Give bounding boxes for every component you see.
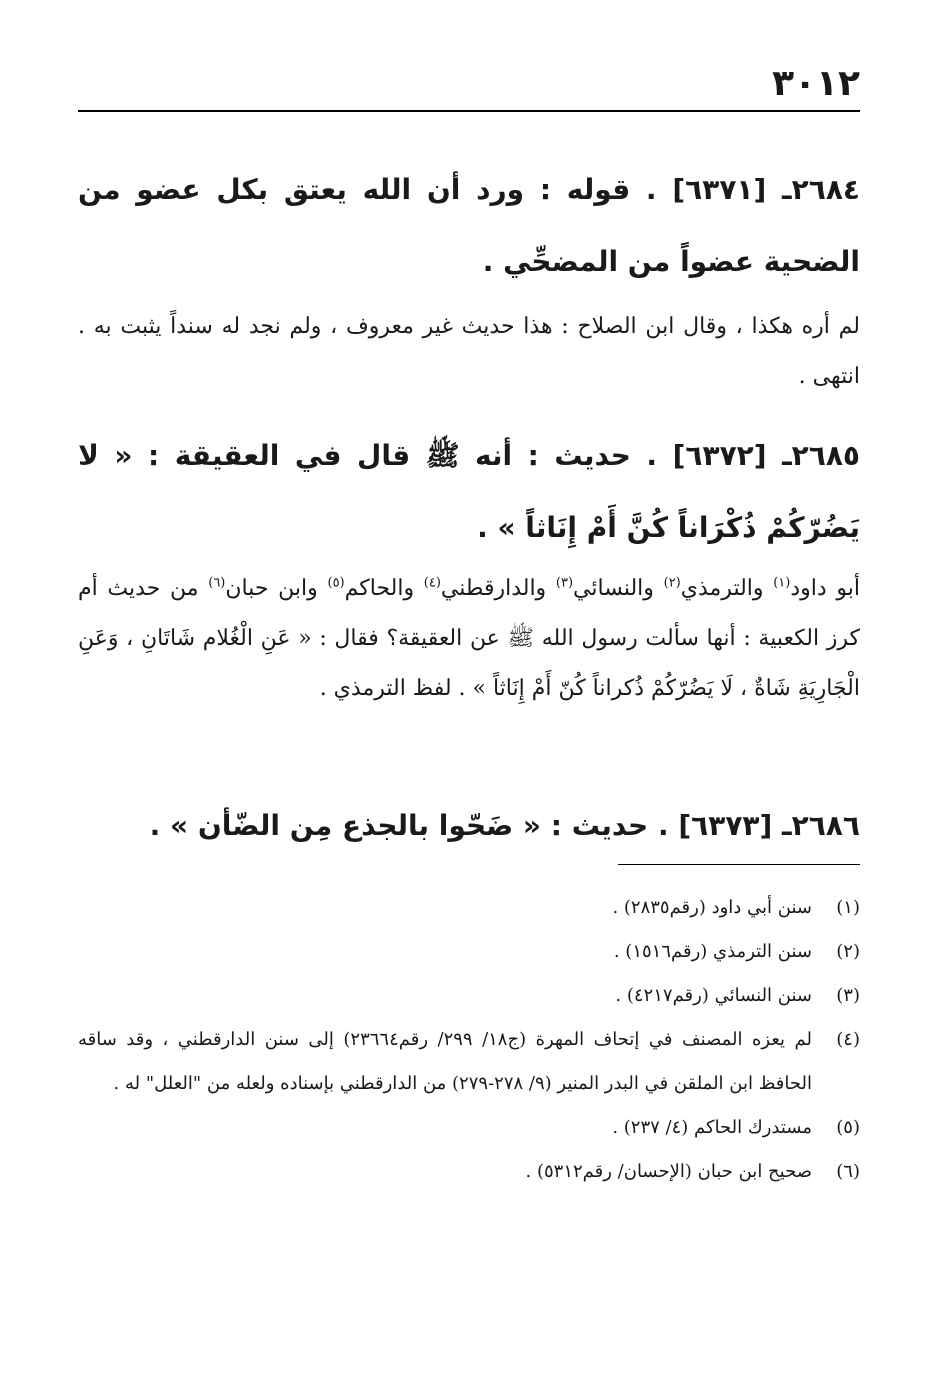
footnote-number: (٥) [836, 1117, 860, 1138]
body-text-segment: والنسائي [573, 576, 664, 601]
footnote-item [78, 1018, 860, 1106]
footnote-ref[interactable]: (٥) [327, 575, 345, 591]
body-text-segment: أبو داود [790, 576, 860, 601]
footnote-ref[interactable]: (٢) [663, 575, 681, 591]
footnote-ref[interactable]: (٤) [423, 575, 441, 591]
footnote-text: صحيح ابن حبان (الإحسان/ رقم٥٣١٢) . [525, 1161, 812, 1182]
entry-heading-2686 [78, 790, 860, 862]
footnote-text: مستدرك الحاكم (٤/ ٢٣٧) . [612, 1117, 812, 1138]
body-text-segment: وابن حبان [225, 576, 328, 601]
footnote-item [78, 1106, 860, 1150]
footnote-item [78, 930, 860, 974]
footnote-number: (٢) [836, 941, 860, 962]
body-text-segment: والدارقطني [440, 576, 556, 601]
body-text-segment: من حديث أم كرز الكعبية : أنها سألت رسول الله ﷺ عن العقيقة؟ فقال : « عَنِ الْغُلام شَاتَانِ ، وَعَنِ الْجَارِيَةِ شَاةٌ ، لَا يَضُرّكُمْ ذُكراناً كُنّ أَمْ إِنَاثاً » . لفظ الترمذي . [78, 576, 860, 701]
entry-body-2684: لم أره هكذا ، وقال ابن الصلاح : هذا حديث غير معروف ، ولم نجد له سنداً يثبت به . انتهى . [78, 314, 860, 389]
entry-heading-text: . حديث : « ضَحّوا بالجذع مِن الضّأن » . [149, 809, 669, 842]
footnote-text: سنن أبي داود (رقم٢٨٣٥) . [612, 897, 812, 918]
entry-heading-text: . حديث : أنه ﷺ قال في العقيقة : « لا يَضُرّكُمْ ذُكْرَاناً كُنَّ أَمْ إِنَاثاً » . [78, 439, 860, 544]
footnote-text: سنن الترمذي (رقم١٥١٦) . [613, 941, 812, 962]
footnote-item [78, 974, 860, 1018]
entry-number: ٢٦٨٥ـ [٦٣٧٢] [672, 439, 860, 472]
footnote-number: (٤) [836, 1029, 860, 1050]
footnote-separator [618, 864, 860, 865]
footnote-text: سنن النسائي (رقم٤٢١٧) . [615, 985, 812, 1006]
footnote-number: (٣) [836, 985, 860, 1006]
body-text-segment: والترمذي [680, 576, 774, 601]
footnote-ref[interactable]: (٦) [208, 575, 226, 591]
entry-body-2685 [78, 564, 860, 714]
body-text-segment: والحاكم [344, 576, 424, 601]
entry-number: ٢٦٨٤ـ [٦٣٧١] [672, 173, 860, 206]
entry-heading-text: . قوله : ورد أن الله يعتق بكل عضو من الضحية عضواً من المضحِّي . [78, 173, 860, 278]
footnote-item [78, 1150, 860, 1194]
footnote-text: لم يعزه المصنف في إتحاف المهرة (ج١٨/ ٢٩٩/ رقم٢٣٦٦٤) إلى سنن الدارقطني ، وقد ساقه الحافظ ابن الملقن في البدر المنير (٩/ ٢٧٨-٢٧٩) من الدارقطني بإسناده ولعله من "العلل" له . [78, 1029, 812, 1094]
footnotes-list [78, 886, 860, 1194]
entry-heading-2685 [78, 420, 860, 564]
footnote-item [78, 886, 860, 930]
footnote-ref[interactable]: (١) [773, 575, 791, 591]
page-number: ٣٠١٢ [772, 63, 860, 104]
footnote-number: (١) [836, 897, 860, 918]
footnote-ref[interactable]: (٣) [555, 575, 574, 591]
header-rule [78, 110, 860, 112]
entry-number: ٢٦٨٦ـ [٦٣٧٣] [678, 809, 860, 842]
entry-heading-2684 [78, 154, 860, 298]
footnote-number: (٦) [836, 1161, 860, 1182]
